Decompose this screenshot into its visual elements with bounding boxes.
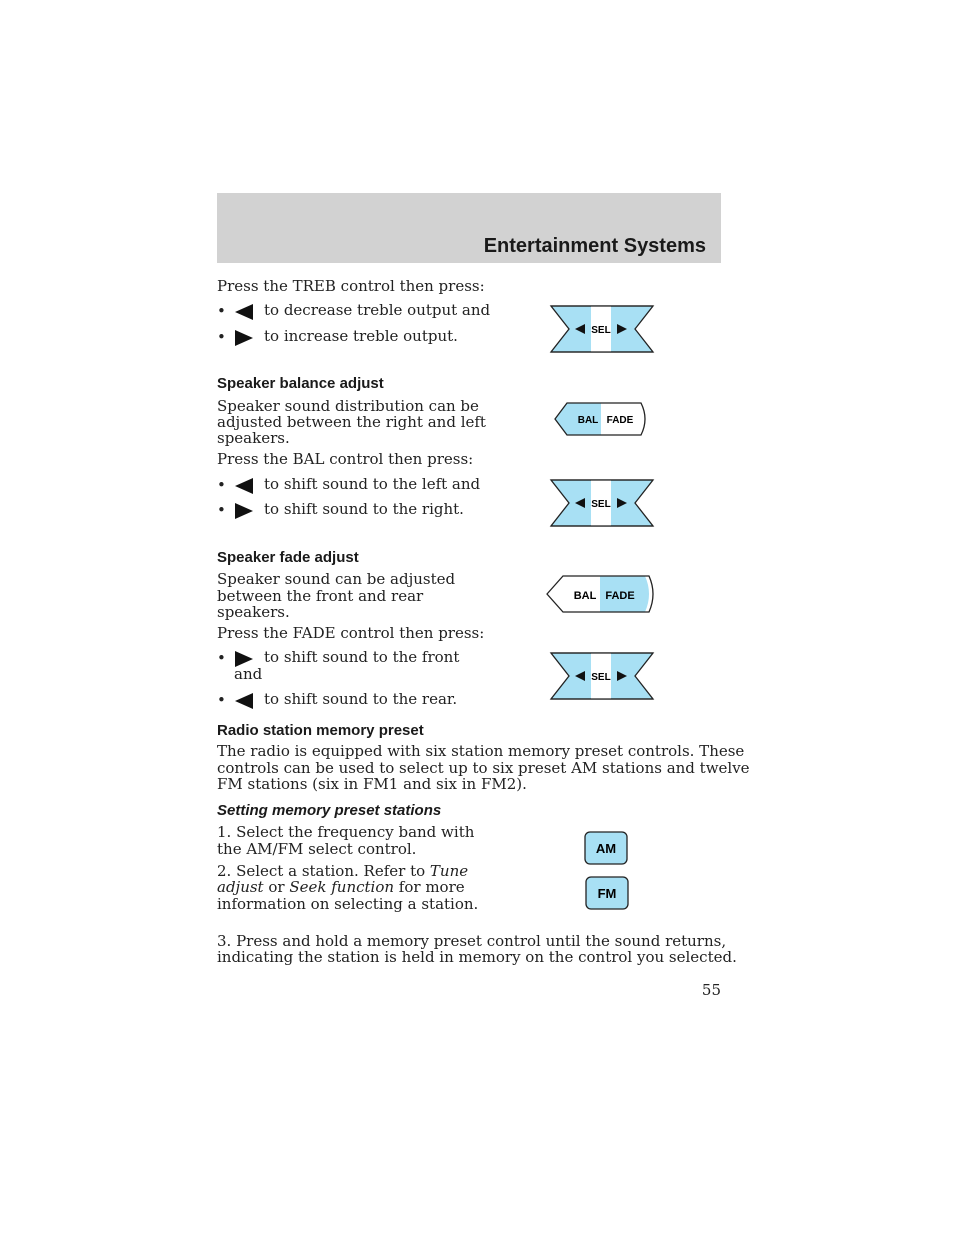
svg-text:FADE: FADE xyxy=(606,415,634,426)
bal-fade-control-icon xyxy=(553,401,651,437)
fade-para-line: Speaker sound can be adjusted xyxy=(217,570,456,588)
svg-text:AM: AM xyxy=(595,841,617,856)
fade-intro: Press the FADE control then press: xyxy=(217,624,485,642)
step-1-line: 1. Select the frequency band with xyxy=(217,823,475,841)
list-item: • to shift sound to the right. xyxy=(217,500,464,519)
svg-text:BAL: BAL xyxy=(577,415,599,426)
fm-button-icon xyxy=(585,876,630,911)
left-arrow-icon xyxy=(235,478,253,494)
section-title: Entertainment Systems xyxy=(483,235,706,257)
step-3-line: 3. Press and hold a memory preset control until the sound returns, xyxy=(217,932,727,950)
sel-control-icon xyxy=(549,652,655,700)
list-item: • to increase treble output. xyxy=(217,327,458,346)
fade-para-line: between the front and rear xyxy=(217,587,424,605)
svg-text:BAL: BAL xyxy=(573,590,597,602)
sel-control-icon xyxy=(549,479,655,527)
step-2-line: 2. Select a station. Refer to Tune xyxy=(217,862,469,880)
svg-text:FM: FM xyxy=(597,886,617,901)
left-arrow-icon xyxy=(235,304,253,320)
left-arrow-icon xyxy=(235,693,253,709)
balance-intro: Press the BAL control then press: xyxy=(217,450,474,468)
balance-heading: Speaker balance adjust xyxy=(217,375,384,392)
page-number: 55 xyxy=(701,981,721,999)
preset-para-line: The radio is equipped with six station memory preset controls. These xyxy=(217,742,745,760)
list-item: • to shift sound to the left and xyxy=(217,475,481,494)
step-3-line: indicating the station is held in memory on the control you selected. xyxy=(217,948,737,966)
svg-text:SEL: SEL xyxy=(591,325,611,336)
balance-para-line: adjusted between the right and left xyxy=(217,413,486,431)
sel-control-icon xyxy=(549,305,655,353)
svg-text:SEL: SEL xyxy=(591,499,611,510)
am-button-icon xyxy=(584,831,629,866)
preset-para-line: controls can be used to select up to six preset AM stations and twelve xyxy=(217,759,750,777)
section-header xyxy=(217,193,721,263)
svg-text:FADE: FADE xyxy=(605,590,635,602)
balance-para-line: Speaker sound distribution can be xyxy=(217,397,479,415)
list-item: • to shift sound to the rear. xyxy=(217,690,458,709)
fade-heading: Speaker fade adjust xyxy=(217,549,359,566)
step-2-line: adjust or Seek function for more xyxy=(217,878,465,896)
right-arrow-icon xyxy=(235,503,253,519)
step-1-line: the AM/FM select control. xyxy=(217,840,417,858)
svg-text:SEL: SEL xyxy=(591,672,611,683)
bal-fade-control-icon xyxy=(545,574,655,614)
fade-para-line: speakers. xyxy=(217,603,290,621)
step-2-line: information on selecting a station. xyxy=(217,895,479,913)
preset-heading: Radio station memory preset xyxy=(217,722,424,739)
right-arrow-icon xyxy=(235,330,253,346)
list-item: • to decrease treble output and xyxy=(217,301,491,320)
preset-subheading: Setting memory preset stations xyxy=(217,802,442,819)
balance-para-line: speakers. xyxy=(217,429,290,447)
list-item: • to shift sound to the front and xyxy=(217,648,460,683)
treble-intro: Press the TREB control then press: xyxy=(217,277,485,295)
preset-para-line: FM stations (six in FM1 and six in FM2). xyxy=(217,775,527,793)
